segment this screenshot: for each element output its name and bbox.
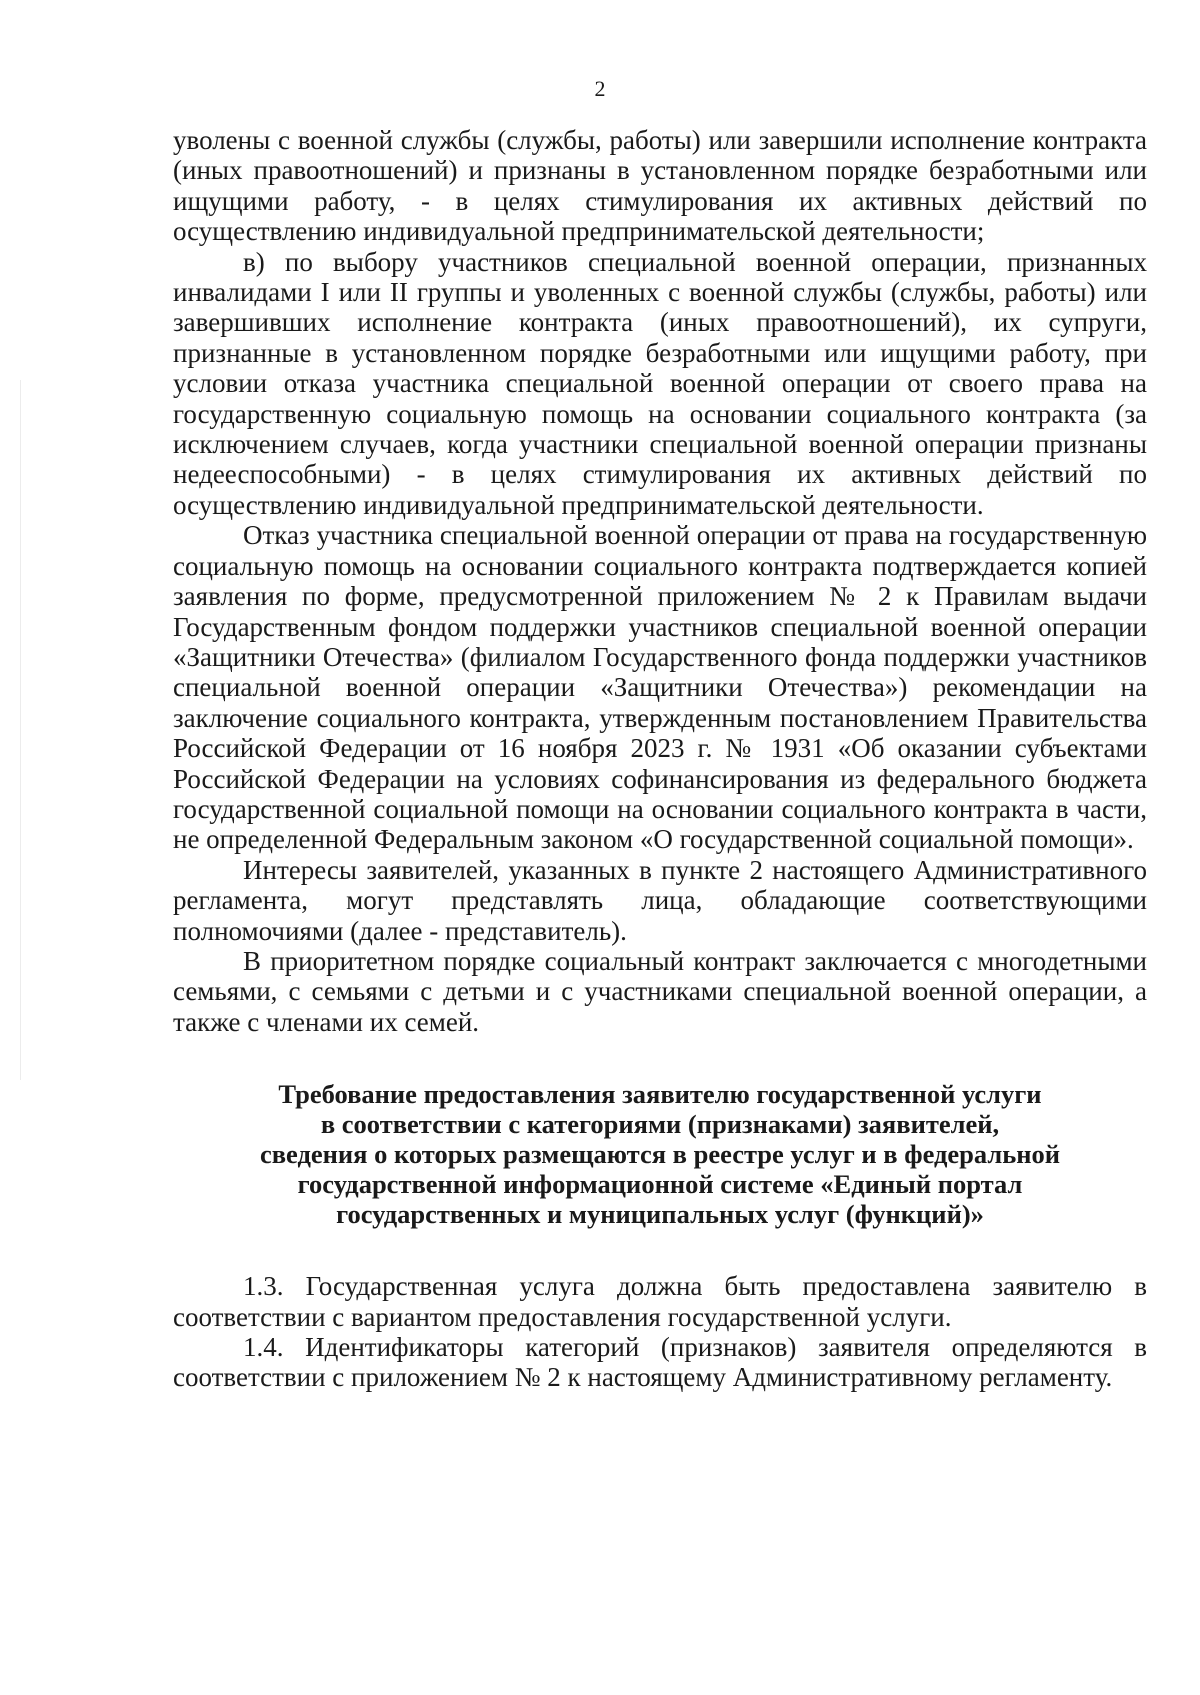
- paragraph-item-v: в) по выбору участников специальной военной операции, признанных инвалидами I или II группы и уволенных с военной службы (службы, работы) или завершивших исполнение контракта (иных правоотношений), их супруги, признанные в установленном порядке безработными или ищущими работу, при условии отказа участника специальной военной операции от своего права на государственную социальную помощь на основании социального контракта (за исключением случаев, когда участники специальной военной операции признаны недееспособными) - в целях стимулирования их активных действий по осуществлению индивидуальной предпринимательской деятельности.: [173, 246, 1147, 520]
- paragraph-1-4: 1.4. Идентификаторы категорий (признаков) заявителя определяются в соответствии с приложением № 2 к настоящему Административному регламенту.: [173, 1332, 1147, 1393]
- paragraph-1-3: 1.3. Государственная услуга должна быть предоставлена заявителю в соответствии с вариантом предоставления государственной услуги.: [173, 1271, 1147, 1332]
- heading-line: государственной информационной системе «Единый портал: [297, 1169, 1023, 1200]
- heading-line: в соответствии с категориями (признаками) заявителей,: [320, 1109, 1000, 1140]
- heading-line: государственных и муниципальных услуг (функций)»: [336, 1199, 984, 1230]
- page-number: 2: [594, 76, 606, 101]
- scan-margin-shadow: [20, 380, 21, 1080]
- paragraph-refusal: Отказ участника специальной военной операции от права на государственную социальную помощь на основании социального контракта подтверждается копией заявления по форме, предусмотренной приложением № 2 к Правилам выдачи Государственным фондом поддержки участников специальной военной операции «Защитники Отечества» (филиалом Государственного фонда поддержки участников специальной военной операции «Защитники Отечества») рекомендации на заключение социального контракта, утвержденным постановлением Правительства Российской Федерации от 16 ноября 2023 г. № 1931 «Об оказании субъектами Российской Федерации на условиях софинансирования из федерального бюджета государственной социальной помощи на основании социального контракта в части, не определенной Федеральным законом «О государственной социальной помощи».: [173, 520, 1147, 855]
- document-body: [173, 125, 1147, 1393]
- section-heading: [173, 1079, 1147, 1229]
- paragraph-priority: В приоритетном порядке социальный контракт заключается с многодетными семьями, с семьями с детьми и с участниками специальной военной операции, а также с членами их семей.: [173, 945, 1147, 1037]
- heading-line: Требование предоставления заявителю государственной услуги: [278, 1079, 1042, 1110]
- paragraph-continuation: уволены с военной службы (службы, работы) или завершили исполнение контракта (иных правоотношений) и признаны в установленном порядке безработными или ищущими работу, - в целях стимулирования их активных действий по осуществлению индивидуальной предпринимательской деятельности;: [173, 125, 1147, 247]
- heading-line: сведения о которых размещаются в реестре услуг и в федеральной: [259, 1139, 1061, 1170]
- paragraph-representative: Интересы заявителей, указанных в пункте 2 настоящего Административного регламента, могут представлять лица, обладающие соответствующими полномочиями (далее - представитель).: [173, 854, 1147, 946]
